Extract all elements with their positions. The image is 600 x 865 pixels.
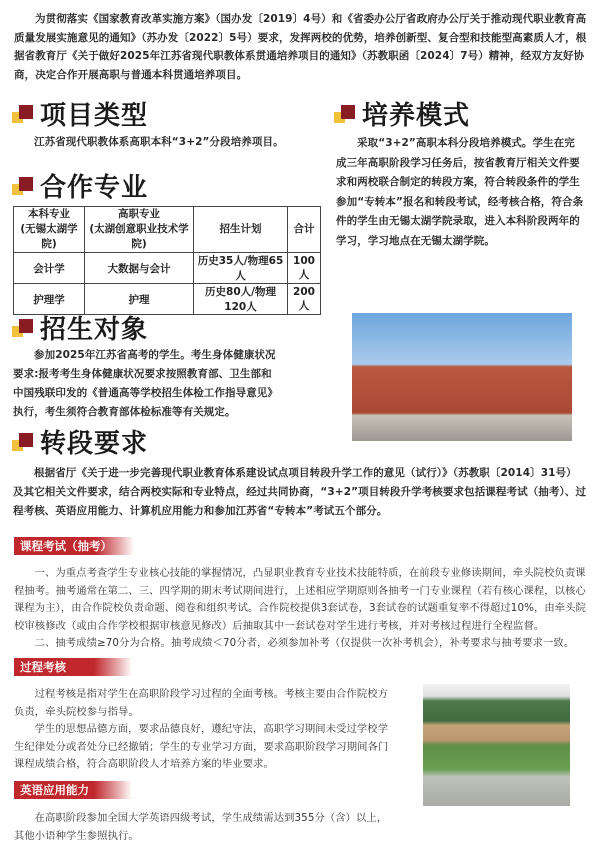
table-cell: 会计学: [14, 253, 85, 284]
section-bullet-icon: [12, 430, 34, 452]
table-cell: 200人: [288, 284, 321, 315]
majors-table: [13, 206, 321, 315]
subheading-course-exam: 课程考试（抽考）: [14, 537, 134, 555]
section-heading-cooperation-majors: [12, 168, 148, 202]
process-assessment-paragraph: 学生的思想品德方面，要求品德良好，遵纪守法，高职学习期间未受过学校学生纪律处分或者处分已经撤销；学生的专业学习方面，要求高职阶段学习期间各门课程成绩合格，符合高职阶段人才培养方案的毕业要求。: [14, 723, 389, 770]
intro-text: 为贯彻落实《国家教育改革实施方案》（国办发〔2019〕4号）和《省委办公厅省政府办公厅关于推动现代职业教育高质量发展实施意见的通知》（苏办发〔2022〕5号）要求，发挥两校的优势，培养创新型、复合型和技能型高素质人才，根据省教育厅《关于做好2025年江苏省现代职教体系贯通培养项目的通知》（苏教职函〔2024〕7号）精神，经双方友好协商，决定合作开展高职与普通本科贯通培养项目。: [14, 13, 587, 81]
enrollment-target-text: 参加2025年江苏省高考的学生。考生身体健康状况要求:报考考生身体健康状况要求按照教育部、卫生部和中国残联印发的《普通高等学校招生体检工作指导意见》执行，考生须符合教育部体检标准等有关规定。: [13, 349, 276, 418]
section-heading-training-mode: [334, 96, 470, 130]
course-exam-paragraph: 一、为重点考查学生专业核心技能的掌握情况，凸显职业教育专业技术技能特质，在前段专业修读期间，牵头院校负责课程抽考。抽考通常在第二、三、四学期的期末考试期间进行，上述相应学期原则各抽考一门专业课程（若有核心课程，以核心课程为主），由合作院校负责命题、阅卷和组织考试。合作院校提供3套试卷，3套试卷的试题重复率不得超过10%，由牵头院校审核修改（或由合作学校根据审核意见修改）后抽取其中一套试卷对学生进行考核，并对考核过程进行全程监督。: [14, 567, 586, 632]
section-title: 转段要求: [40, 428, 149, 459]
subheading-english-ability: 英语应用能力: [14, 781, 132, 799]
course-exam-paragraph: 二、抽考成绩≥70分为合格。抽考成绩＜70分者，必须参加补考（仅提供一次补考机会），补考要求与抽考要求一致。: [34, 637, 575, 649]
majors-table-wrapper: [13, 206, 321, 315]
table-cell: 护理: [85, 284, 194, 315]
table-header-row: [14, 207, 321, 253]
header-cell: 本科专业 (无锡太湖学院): [14, 207, 85, 253]
section-bullet-icon: [12, 174, 34, 196]
section-bullet-icon: [334, 102, 356, 124]
project-type-body: [34, 133, 324, 152]
campus-building-photo: [352, 313, 572, 441]
english-ability-paragraph: 在高职阶段参加全国大学英语四级考试，学生成绩需达到355分（含）以上，其他小语种学生参照执行。: [14, 812, 388, 842]
table-row: [14, 253, 321, 284]
header-cell: 招生计划: [194, 207, 288, 253]
campus-plaza-photo: [423, 684, 570, 806]
section-title: 项目类型: [40, 100, 149, 131]
table-cell: 历史35人/物理65人: [194, 253, 288, 284]
section-title: 培养模式: [362, 100, 471, 131]
section-heading-transfer-requirements: [12, 424, 148, 458]
training-mode-body: [336, 134, 584, 251]
section-bullet-icon: [12, 102, 34, 124]
process-assessment-paragraph: 过程考核是指对学生在高职阶段学习过程的全面考核。考核主要由合作院校方负责，牵头院校参与指导。: [14, 688, 389, 718]
section-title: 招生对象: [40, 314, 149, 345]
course-exam-body: [14, 565, 588, 653]
project-type-text: 江苏省现代职教体系高职本科“3+2”分段培养项目。: [34, 136, 284, 148]
table-cell: 护理学: [14, 284, 85, 315]
header-cell: 合计: [288, 207, 321, 253]
enrollment-target-body: [13, 346, 277, 422]
table-cell: 100人: [288, 253, 321, 284]
section-title: 合作专业: [40, 172, 149, 203]
header-cell: 高职专业 (太湖创意职业技术学院): [85, 207, 194, 253]
english-ability-body: [14, 810, 394, 845]
section-heading-enrollment-target: [12, 310, 148, 344]
training-mode-text: 采取“3+2”高职本科分段培养模式。学生在完成三年高职阶段学习任务后，按省教育厅相关文件要求和两校联合制定的转段方案，符合转段条件的学生参加“专转本”报名和转段考试，经考核合格，符合条件的学生由无锡太湖学院录取，进入本科阶段两年的学习，学习地点在无锡太湖学院。: [336, 137, 584, 247]
transfer-requirements-text: 根据省厅《关于进一步完善现代职业教育体系建设试点项目转段升学工作的意见（试行）》（苏教职〔2014〕31号）及其它相关文件要求，结合两校实际和专业特点，经过共同协商，“3+2”项目转段升学考核要求包括课程考试（抽考）、过程考核、英语应用能力、计算机应用能力和参加江苏省“专转本”考试五个部分。: [13, 467, 587, 517]
transfer-requirements-body: [13, 464, 587, 521]
process-assessment-body: [14, 686, 394, 774]
table-cell: 历史80人/物理120人: [194, 284, 288, 315]
subheading-process-assessment: 过程考核: [14, 658, 132, 676]
table-cell: 大数据与会计: [85, 253, 194, 284]
section-heading-project-type: [12, 96, 148, 130]
section-bullet-icon: [12, 316, 34, 338]
intro-section: [14, 10, 588, 84]
